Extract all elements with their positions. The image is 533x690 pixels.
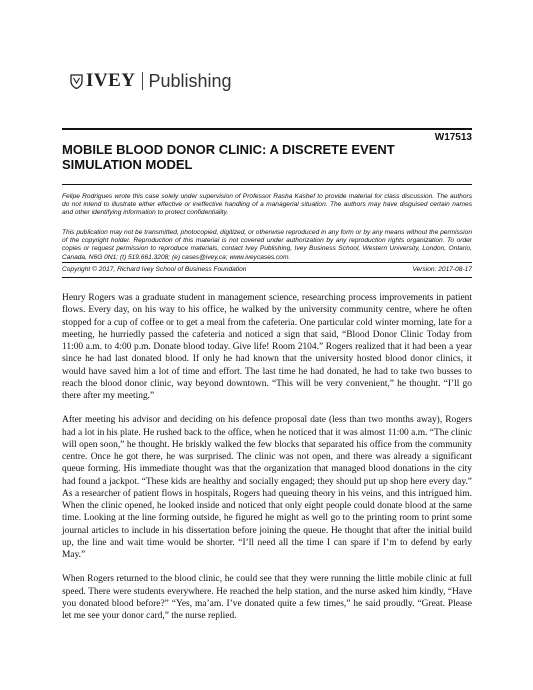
title-rule <box>62 184 472 185</box>
publisher-name: Publishing <box>148 70 232 91</box>
permissions-note: This publication may not be transmitted, photocopied, digitized, or otherwise reproduced in any form or by any means without the permission of the copyright holder. Reproduction of this material is not covered under authorization by any reproduction rights organization. To order copies or request permission to reproduce materials, contact Ivey Publishing, Ivey Business School, Western University, London, Ontario, Canada, N6G 0N1; (t) 519.661.3208; (e) cases@ivey.ca; www.iveycases.com. <box>62 229 472 261</box>
body-paragraph-3: When Rogers returned to the blood clinic, he could see that they were running the little mobile clinic at full speed. There were students everywhere. He reached the help station, and the nurse asked him kindly, “Have you donated blood before?” “Yes, ma’am. I’ve donated quite a few times,” he said proudly. “Great. Please let me see your donor card,” the nurse replied. <box>62 574 472 621</box>
case-title: MOBILE BLOOD DONOR CLINIC: A DISCRETE EVENT SIMULATION MODEL <box>62 142 395 172</box>
case-number: W17513 <box>434 132 472 143</box>
logo-divider <box>142 72 143 90</box>
copyright-row <box>62 266 472 273</box>
body-paragraph-2: After meeting his advisor and deciding on his defence proposal date (less than two months away), Rogers had a lot in his plate. He rushed back to the office, when he noticed that it was almost 11:00 a.m. “The clinic will open soon,” he thought. He briskly walked the few blocks that separated his office from the community centre. Once he got there, he was surprised. The clinic was not open, and there was already a significant queue forming. His immediate thought was that the organization that managed blood donations in the city had found a jackpot. “These kids are healthy and socially engaged; they should put up shop here every day.” As a researcher of patient flows in hospitals, Rogers had queuing theory in his veins, and this intrigued him. When the clinic opened, he looked inside and noticed that only eight people could donate blood at the same time. Looking at the line forming outside, he figured he might as well go to the printing room to print some journal articles to include in his dissertation before joining the queue. He thought that after the initial build up, the line and wait time would be shorter. “I’ll need all the time I can spare if I’m to defend by early May.” <box>62 415 472 560</box>
version-text: Version: 2017-08-17 <box>412 266 472 273</box>
copyright-text: Copyright © 2017, Richard Ivey School of Business Foundation <box>62 266 247 273</box>
case-body <box>62 292 472 634</box>
ivey-publishing-logo <box>70 70 232 92</box>
top-rule <box>62 128 472 130</box>
body-paragraph-1: Henry Rogers was a graduate student in management science, researching process improvements in patient flows. Every day, on his way to his office, he walked by the university community centre, where he often stopped for a cup of coffee or to get a meal from the cafeteria. One particular cold winter morning, late for a meeting, he hurriedly passed the cafeteria and noticed a sign that said, “Blood Donor Clinic Today from 11:00 a.m. to 4:00 p.m. Donate blood today. Give life! Room 2104.” Rogers realized that it had been a year since he had last donated blood. If only he had known that the university hosted blood donor clinics, it would have saved him a lot of time and effort. The last time he had donated, he had to take two busses to reach the blood donor clinic, way beyond downtown. “This will be very convenient,” he thought. “I’ll go there after my meeting.” <box>62 293 472 401</box>
brand-name: IVEY <box>86 70 136 91</box>
authorship-note: Felipe Rodrigues wrote this case solely under supervision of Professor Rasha Kashef to provide material for class discussion. The authors do not intend to illustrate either effective or ineffective handling of a managerial situation. The authors may have disguised certain names and other identifying information to protect confidentiality. <box>62 193 472 217</box>
copyright-bottom-rule <box>62 277 472 278</box>
copyright-top-rule <box>62 262 472 263</box>
shield-crest-icon <box>70 74 83 89</box>
